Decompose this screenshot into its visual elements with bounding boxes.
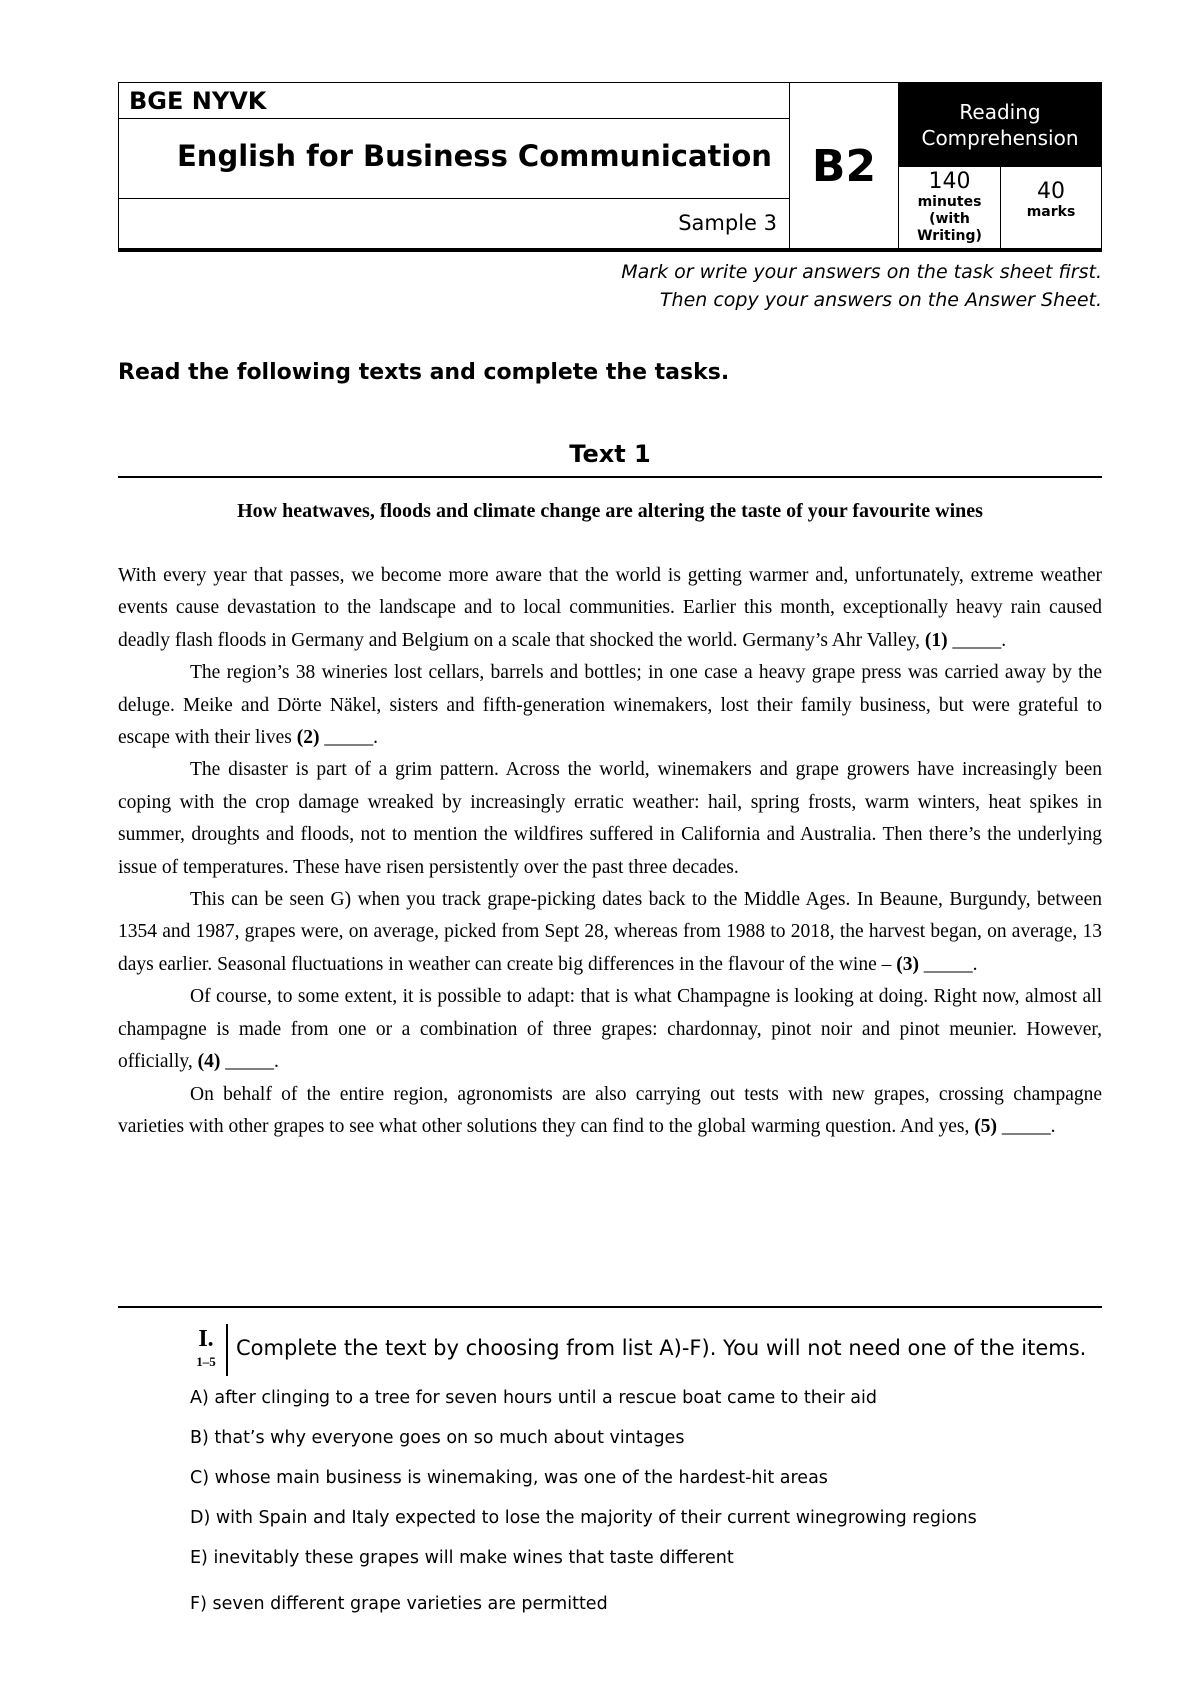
lead-instruction: Read the following texts and complete the tasks. xyxy=(118,360,730,385)
header-code-row xyxy=(119,83,789,119)
course-title: English for Business Communication xyxy=(177,139,772,173)
gap-5-blank: _____. xyxy=(996,1115,1056,1137)
marks-value: 40 xyxy=(1037,179,1065,204)
option-b: B) that’s why everyone goes on so much about vintages xyxy=(190,1428,685,1448)
text-heading: Text 1 xyxy=(569,440,651,468)
task-range: 1–5 xyxy=(196,1354,216,1369)
paragraph-2 xyxy=(118,657,1102,754)
option-a: A) after clinging to a tree for seven hours until a rescue boat came to their aid xyxy=(190,1388,877,1408)
task-number xyxy=(186,1324,228,1376)
gap-4-blank: _____. xyxy=(220,1051,279,1073)
option-f: F) seven different grape varieties are permitted xyxy=(190,1594,608,1614)
gap-1: (1) xyxy=(924,629,948,651)
section-box xyxy=(898,82,1102,252)
marks-label: marks xyxy=(1026,204,1076,220)
marks-cell xyxy=(1001,167,1101,249)
paragraph-4-text: This can be seen G) when you track grape-picking dates back to the Middle Ages. In Beaune, Burgundy, between 1354 and 1987, grapes were, on average, picked from Sept 28, whereas from 1988 to 2018, the harvest began, on average, 13 days earlier. Seasonal fluctuations in weather can create big differences in the flavour of the wine – xyxy=(118,889,1102,975)
sample-label: Sample 3 xyxy=(678,211,777,235)
instruction-line-1: Mark or write your answers on the task sheet first. xyxy=(621,261,1102,283)
instruction-line-2: Then copy your answers on the Answer Sheet. xyxy=(659,289,1102,311)
gap-2-blank: _____. xyxy=(319,727,378,749)
option-c: C) whose main business is winemaking, was one of the hardest-hit areas xyxy=(190,1468,828,1488)
minutes-note: (with xyxy=(929,211,970,227)
minutes-label: minutes xyxy=(917,194,982,210)
task-roman: I. xyxy=(198,1326,214,1352)
gap-4: (4) xyxy=(197,1051,221,1073)
paragraph-2-text: The region’s 38 wineries lost cellars, barrels and bottles; in one case a heavy grape press was carried away by the deluge. Meike and Dörte Näkel, sisters and fifth-generation winemakers, lost their family business, but were grateful to escape with their lives xyxy=(118,662,1102,749)
option-e: E) inevitably these grapes will make wines that taste different xyxy=(190,1548,734,1568)
header-sample-row xyxy=(119,199,789,249)
gap-2: (2) xyxy=(296,727,320,749)
header-left-panel xyxy=(118,82,790,252)
time-cell xyxy=(899,167,1001,249)
paragraph-1-text: With every year that passes, we become more aware that the world is getting warmer and, unfortunately, extreme weather events cause devastation to the landscape and to local communities. Earlier this month, exceptionally heavy rain caused deadly flash floods in Germany and Belgium on a scale that shocked the world. Germany’s Ahr Valley, xyxy=(118,565,1102,651)
paragraph-6 xyxy=(118,1079,1102,1144)
level-label: B2 xyxy=(811,141,877,192)
gap-3-blank: _____. xyxy=(919,953,978,975)
paragraph-1 xyxy=(118,560,1102,657)
paragraph-5 xyxy=(118,981,1102,1078)
paragraph-4 xyxy=(118,884,1102,981)
gap-5: (5) xyxy=(974,1115,997,1137)
paragraph-3: The disaster is part of a grim pattern. Across the world, winemakers and grape growers have increasingly been coping with the crop damage wreaked by increasingly erratic weather: hail, spring frosts, warm winters, heat spikes in summer, droughts and floods, not to mention the wildfires suffered in California and Australia. Then there’s the underlying issue of temperatures. These have risen persistently over the past three decades. xyxy=(118,759,1102,878)
answer-instructions xyxy=(621,258,1102,314)
divider-top xyxy=(118,476,1102,478)
section-title: Reading Comprehension xyxy=(899,83,1101,167)
article-body xyxy=(118,560,1102,1143)
exam-code: BGE NYVK xyxy=(129,87,267,115)
task-instruction: Complete the text by choosing from list A)-F). You will not need one of the items. xyxy=(236,1336,1087,1360)
minutes-note-2: Writing) xyxy=(917,228,982,244)
minutes-value: 140 xyxy=(928,169,971,194)
exam-header xyxy=(118,82,1102,254)
paragraph-5-text: Of course, to some extent, it is possible to adapt: that is what Champagne is looking at doing. Right now, almost all champagne is made from one or a combination of three grapes: chardonnay, pinot noir and pinot meunier. However, officially, xyxy=(118,986,1102,1073)
level-box xyxy=(790,82,898,252)
article-title: How heatwaves, floods and climate change are altering the taste of your favourite wines xyxy=(237,500,983,522)
gap-3: (3) xyxy=(896,953,919,975)
option-d: D) with Spain and Italy expected to lose the majority of their current winegrowing regions xyxy=(190,1508,977,1528)
header-course-row xyxy=(119,119,789,199)
gap-1-blank: _____. xyxy=(947,629,1007,651)
divider-bottom xyxy=(118,1306,1102,1308)
paragraph-6-text: On behalf of the entire region, agronomists are also carrying out tests with new grapes, crossing champagne varieties with other grapes to see what other solutions they can find to the global warming question. And yes, xyxy=(118,1083,1102,1137)
